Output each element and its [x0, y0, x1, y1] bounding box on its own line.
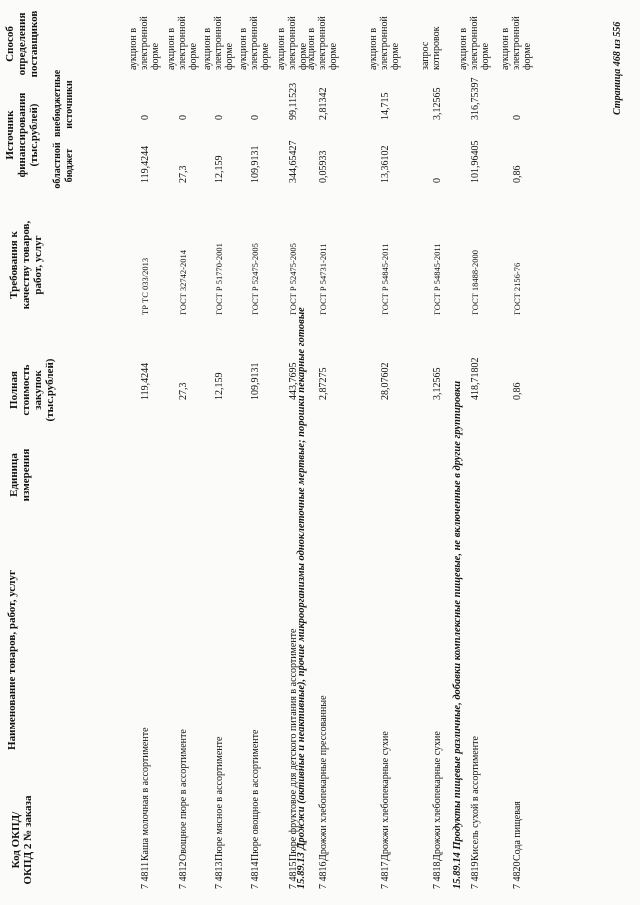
cell-extra: 0: [512, 115, 523, 120]
cell-method: аукцион в электронной форме: [500, 16, 533, 70]
cell-regional: 27,3: [178, 165, 189, 183]
cell-extra: 99,11523: [288, 82, 299, 120]
cell-extra: 0: [250, 115, 261, 120]
cell-req: ГОСТ Р 54845-2011: [432, 243, 442, 315]
cell-name: Кисель сухой в ассортименте: [470, 736, 481, 861]
cell-name: Пюре овощное в ассортименте: [250, 729, 261, 861]
cell-req: ГОСТ 2156-76: [512, 262, 522, 315]
cell-req: ГОСТ Р 52475-2005: [288, 243, 298, 315]
cell-method: аукцион в электронной форме: [276, 16, 309, 70]
cell-method: запрос котировок: [420, 26, 442, 70]
cell-code: 7 4814: [250, 861, 261, 889]
cell-name: Пюре мясное в ассортименте: [214, 736, 225, 861]
cell-req: ГОСТ Р 54845-2011: [380, 243, 390, 315]
cell-method: аукцион в электронной форме: [368, 16, 401, 70]
cell-cost: 418,71802: [470, 357, 481, 400]
cell-method: аукцион в электронной форме: [202, 16, 235, 70]
cell-code: 7 4812: [178, 861, 189, 889]
cell-cost: 28,07602: [380, 362, 391, 400]
cell-req: ГОСТ Р 51770-2001: [214, 243, 224, 315]
cell-method: аукцион в электронной форме: [238, 16, 271, 70]
cell-cost: 3,12565: [432, 367, 443, 400]
header-method: Способ определения поставщиков: [4, 10, 40, 78]
cell-cost: 109,9131: [250, 362, 261, 400]
page-number: Страница 468 из 556: [612, 21, 623, 115]
cell-name: Дрожжи хлебопекарные сухие: [380, 731, 391, 861]
cell-code: 7 4811: [140, 861, 151, 889]
cell-cost: 0,86: [512, 382, 523, 400]
header-funding: Источник финансирования (тыс.рублей): [4, 92, 40, 178]
cell-extra: 0: [140, 115, 151, 120]
cell-method: аукцион в электронной форме: [306, 16, 339, 70]
cell-extra: 0: [178, 115, 189, 120]
header-cost: Полная стоимость закупок (тыс.рублей): [8, 358, 56, 422]
cell-name: Сода пищевая: [512, 801, 523, 861]
cell-code: 7 4818: [432, 861, 443, 889]
cell-extra: 0: [214, 115, 225, 120]
cell-cost: 2,87275: [318, 367, 329, 400]
cell-regional: 0: [432, 178, 443, 183]
cell-regional: 12,159: [214, 155, 225, 183]
header-requirements: Требования к качеству товаров, работ, услуг: [8, 220, 44, 310]
header-unit: Единица измерения: [8, 448, 32, 502]
cell-code: 7 4820: [512, 861, 523, 889]
cell-regional: 0,86: [512, 165, 523, 183]
cell-code: 7 4813: [214, 861, 225, 889]
cell-regional: 13,36102: [380, 145, 391, 183]
cell-name: Каша молочная в ассортименте: [140, 727, 151, 861]
cell-cost: 119,4244: [140, 362, 151, 400]
cell-regional: 101,96405: [470, 140, 481, 183]
header-name: Наименование товаров, работ, услуг: [6, 570, 18, 750]
cell-method: аукцион в электронной форме: [166, 16, 199, 70]
cell-cost: 12,159: [214, 372, 225, 400]
cell-cost: 27,3: [178, 382, 189, 400]
header-code: Код ОКПД/ ОКПД 2 № заказа: [10, 795, 34, 885]
cell-name: Дрожжи хлебопекарные сухие: [432, 731, 443, 861]
cell-name: Пюре фруктовое для детского питания в ассортименте: [288, 628, 299, 861]
cell-cost: 443,7695: [288, 362, 299, 400]
header-funding-regional: областной бюджет: [52, 142, 75, 189]
cell-name: Дрожжи хлебопекарные прессованные: [318, 695, 329, 861]
cell-regional: 119,4244: [140, 145, 151, 183]
cell-req: ГОСТ 18488-2000: [470, 249, 480, 315]
cell-req: ГОСТ Р 52475-2005: [250, 243, 260, 315]
cell-extra: 14,715: [380, 92, 391, 120]
cell-extra: 316,75397: [470, 77, 481, 120]
cell-method: аукцион в электронной форме: [458, 16, 491, 70]
cell-req: ГОСТ 32742-2014: [178, 249, 188, 315]
cell-name: Овощное пюре в ассортименте: [178, 729, 189, 861]
cell-code: 7 4817: [380, 861, 391, 889]
cell-extra: 2,81342: [318, 87, 329, 120]
cell-code: 7 4819: [470, 861, 481, 889]
cell-code: 7 4816: [318, 861, 329, 889]
section-heading: 15.89.14 Продукты пищевые различные, добавки комплексные пищевые, не включенные в другие группировки: [452, 380, 463, 889]
cell-req: ГОСТ Р 54731-2011: [318, 243, 328, 315]
cell-req: ТР ТС 033/2013: [140, 257, 150, 315]
cell-regional: 0,05933: [318, 150, 329, 183]
section-heading: 15.89.13 Дрожжи (активные и неактивные), прочие микроорганизмы одноклеточные мертвые; порошки пекарные готовые: [296, 307, 307, 889]
cell-extra: 3,12565: [432, 87, 443, 120]
cell-regional: 109,9131: [250, 145, 261, 183]
cell-method: аукцион в электронной форме: [128, 16, 161, 70]
cell-code: 7 4815: [288, 861, 299, 889]
header-funding-extra: внебюджетные источники: [52, 69, 75, 137]
cell-regional: 344,65427: [288, 140, 299, 183]
